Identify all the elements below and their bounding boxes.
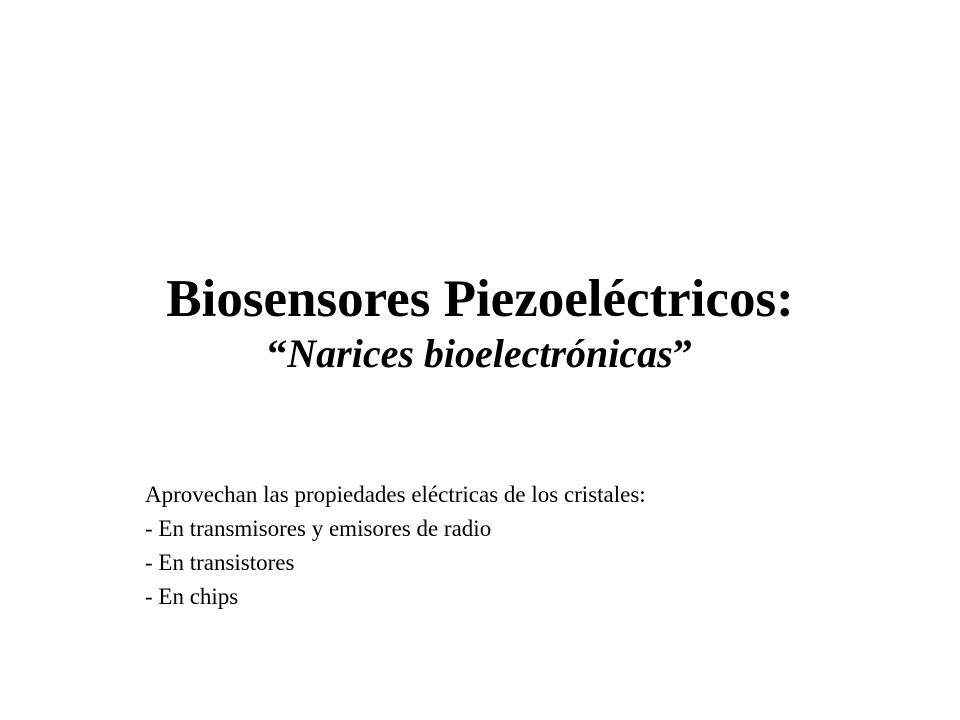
slide-subtitle <box>0 330 960 378</box>
subtitle-text: Narices bioelectrónicas <box>287 331 673 376</box>
slide-title: Biosensores Piezoeléctricos: <box>166 270 794 328</box>
list-item: - En transistores <box>145 550 295 575</box>
close-quote: ” <box>672 331 693 376</box>
open-quote: “ <box>267 331 288 376</box>
list-item: - En transmisores y emisores de radio <box>145 516 492 541</box>
title-block <box>0 268 960 378</box>
body-intro: Aprovechan las propiedades eléctricas de los cristales: <box>145 482 646 507</box>
list-item: - En chips <box>145 584 239 609</box>
body-text <box>145 478 925 614</box>
